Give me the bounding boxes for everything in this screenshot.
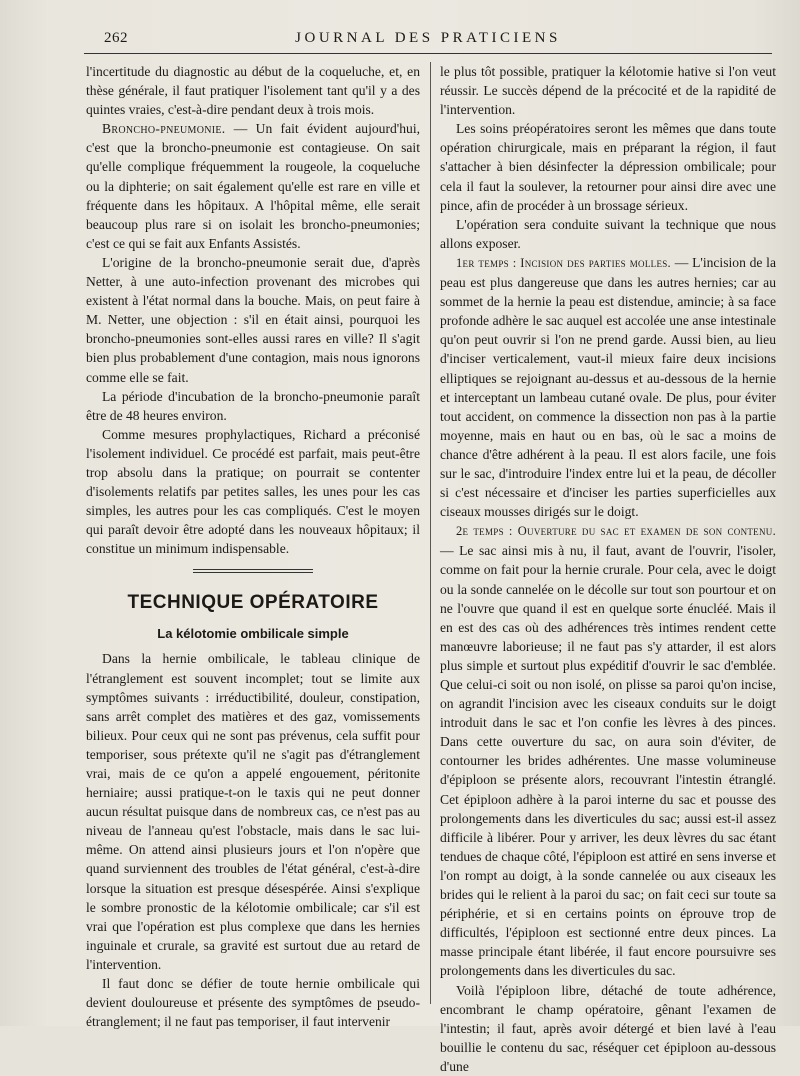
paragraph-broncho-pneumonie-text: — Un fait évident aujourd'hui, c'est que la broncho-pneumonie est contagieuse. On sait qu'elle complique fréquemment la rougeole, la coqueluche ou la diphterie; on sait également qu'elle est rare en ville et fréquente dans les hôpitaux. A l'hôpital même, elle serait beaucoup plus rare si on isolait les broncho-pneumonies; c'est ce qui se fait aux Enfants Assistés. xyxy=(86,121,420,251)
heading-premier-temps: 1er temps : Incision des parties molles. xyxy=(456,255,671,270)
paragraph-soins-preoperatoires: Les soins préopératoires seront les mêmes que dans toute opération chirurgicale, mais en préparant la région, il faut s'attacher à bien désinfecter la dépression ombilicale; pour cela il faut la soulever, la retourner pour ainsi dire avec une pince, afin de procéder à un brossage sérieux. xyxy=(440,121,776,213)
paragraph-operation-conduite: L'opération sera conduite suivant la technique que nous allons exposer. xyxy=(440,216,776,251)
paragraph-plus-tot: le plus tôt possible, pratiquer la kélotomie hative si l'on veut réussir. Le succès dépend de la précocité et de la rapidité de l'intervention. xyxy=(440,64,776,118)
paragraph-prophylaxie: Comme mesures prophylactiques, Richard a préconisé l'isolement individuel. Ce procédé est parfait, mais peut-être trop absolu dans la pratique; on pourrait se contenter d'isolements relatifs par petites salles, les unes pour les cas simples, les autres pour les cas compliqués. C'est le moyen qui paraît devoir être adopté dans les nouveaux hôpitaux; il constitue un minimum indispensable. xyxy=(86,426,420,557)
left-column xyxy=(86,62,420,1031)
page-number: 262 xyxy=(104,30,128,46)
paragraph-premier-temps-text: — L'incision de la peau est plus dangereuse que dans les autres hernies; car au sommet de la hernie la peau est distendue, amincie; à sa face profonde adhère le sac auquel est accolée une anse intestinale qu'on peut ouvrir si l'on ne prend garde. Aussi bien, au lieu d'inciser verticalement, vaut-il mieux faire deux incisions elliptiques se rejoignant au-dessus et au-dessous de la hernie et interceptant un lambeau cutané ovale. De plus, pour éviter tout accident, on commence la dissection non pas à la partie moyenne, mais en haut ou en bas, où le sac a moins de chance d'être adhérent à la peau. Il est alors facile, une fois sur le sac, d'introduire l'index entre lui et la peau, de décoller si c'est nécessaire et d'inciser les parties superficielles aux ciseaux mousses dirigés sur le doigt. xyxy=(440,254,776,520)
section-separator xyxy=(193,569,313,573)
page-header xyxy=(84,30,772,50)
section-title: TECHNIQUE OPÉRATOIRE xyxy=(127,592,379,614)
paragraph-incubation: La période d'incubation de la broncho-pneumonie paraît être de 48 heures environ. xyxy=(86,388,420,423)
article-title: La kélotomie ombilicale simple xyxy=(157,626,349,642)
paragraph-coqueluche-end: l'incertitude du diagnostic au début de la coqueluche, et, en thèse générale, il faut pratiquer l'isolement tant qu'il y a des quintes vraies, c'est-à-dire pendant deux à trois mois. xyxy=(86,64,420,118)
running-title: JOURNAL DES PRATICIENS xyxy=(295,30,561,46)
header-rule xyxy=(84,53,772,54)
paragraph-se-defier: Il faut donc se défier de toute hernie ombilicale qui devient douloureuse et présente des symptômes de pseudo-étranglement; il ne faut pas temporiser, il faut intervenir xyxy=(86,976,420,1030)
heading-broncho-pneumonie: Broncho-pneumonie. xyxy=(102,121,226,137)
paragraph-premier-temps xyxy=(440,253,776,521)
paragraph-deuxieme-temps xyxy=(440,521,776,980)
paragraph-broncho-pneumonie xyxy=(86,119,420,253)
heading-deuxieme-temps: 2e temps : Ouverture du sac et examen de son contenu. xyxy=(456,524,776,539)
paragraph-deuxieme-temps-text: — Le sac ainsi mis à nu, il faut, avant de l'ouvrir, l'isoler, comme on fait pour la hernie crurale. Pour cela, avec le doigt ou la sonde cannelée on le décolle sur tout son pourtour et on ne l'ouvre que quand il est en quelque sorte énucléé. Mais il en est des cas où des adhérences très intimes rendent cette manœuvre laborieuse; il ne faut pas s'y attarder, il est alors plus simple et surtout plus expéditif d'ouvrir le sac d'emblée. Que celui-ci soit ou non isolé, on plisse sa paroi qu'on incise, on agrandit l'incision avec les ciseaux conduits sur le doigt introduit dans le sac et l'on confie les lèvres à des pinces. Dans cette ouverture du sac, on aura soin d'éviter, de contourner les brides adhérentes. Une masse volumineuse d'épiploon se présente alors, recouvrant l'intestin étranglé. Cet épiploon adhère à la paroi interne du sac et pousse des prolongements dans les diverticules du sac; aussi est-il assez difficile à libérer. Pour y arriver, les deux lèvres du sac étant tendues de chaque côté, l'épiploon est attiré en sens inverse et l'on rompt au doigt, à la sonde cannelée ou aux ciseaux les brides qui le relient à la paroi du sac; on fait ceci sur toute sa périphérie, et si en certains points on éprouve trop de difficultés, l'épiploon est sectionné entre deux pinces. La masse principale étant libérée, il faut encore poursuivre ses prolongements dans les diverticules du sac. xyxy=(440,543,776,979)
paragraph-epiploon-libre: Voilà l'épiploon libre, détaché de toute adhérence, encombrant le champ opératoire, gênant l'examen de l'intestin; il faut, après avoir détergé et bien lavé à l'eau bouillie le contenu du sac, réséquer cet épiploon au-dessous d'une xyxy=(440,982,776,1074)
right-column xyxy=(440,62,776,1076)
paragraph-origine: L'origine de la broncho-pneumonie serait due, d'après Netter, à une auto-infection provenant des microbes qui existent à l'état normal dans la bouche. Mais, on peut faire à M. Netter, une objection : s'il en était ainsi, pourquoi les broncho-pneumonies sont-elles aussi rares en ville? Il s'agit bien plus probablement d'une contagion, mais nous ignorons comme elle se fait. xyxy=(86,254,420,385)
paragraph-tableau-clinique: Dans la hernie ombilicale, le tableau clinique de l'étranglement est souvent incomplet; tout se limite aux symptômes suivants : irréductibilité, douleur, constipation, sans arrêt complet des matières et des gaz, vomissements bilieux. Pour ceux qui ne sont pas prévenus, cela suffit pour temporiser, sous prétexte qu'il ne s'agit pas d'étranglement vrai, mais de ce qu'on a appelé engouement, péritonite herniaire; aussi pratique-t-on le taxis qui ne peut donner aucun résultat puisque dans de nombreux cas, ce n'est pas au niveau de l'anneau qu'est l'obstacle, mais dans le sac lui-même. On attend ainsi plusieurs jours et l'on n'opère que quand surviennent des troubles de l'état général, c'est-à-dire lorsque la situation est presque désespérée. Ainsi s'explique le sombre pronostic de la kélotomie ombilicale; car s'il est vrai que l'opération est plus complexe que dans les hernies inguinale et crurale, sa gravité est surtout due au retard de l'intervention. xyxy=(86,651,420,972)
column-divider xyxy=(430,62,431,1004)
